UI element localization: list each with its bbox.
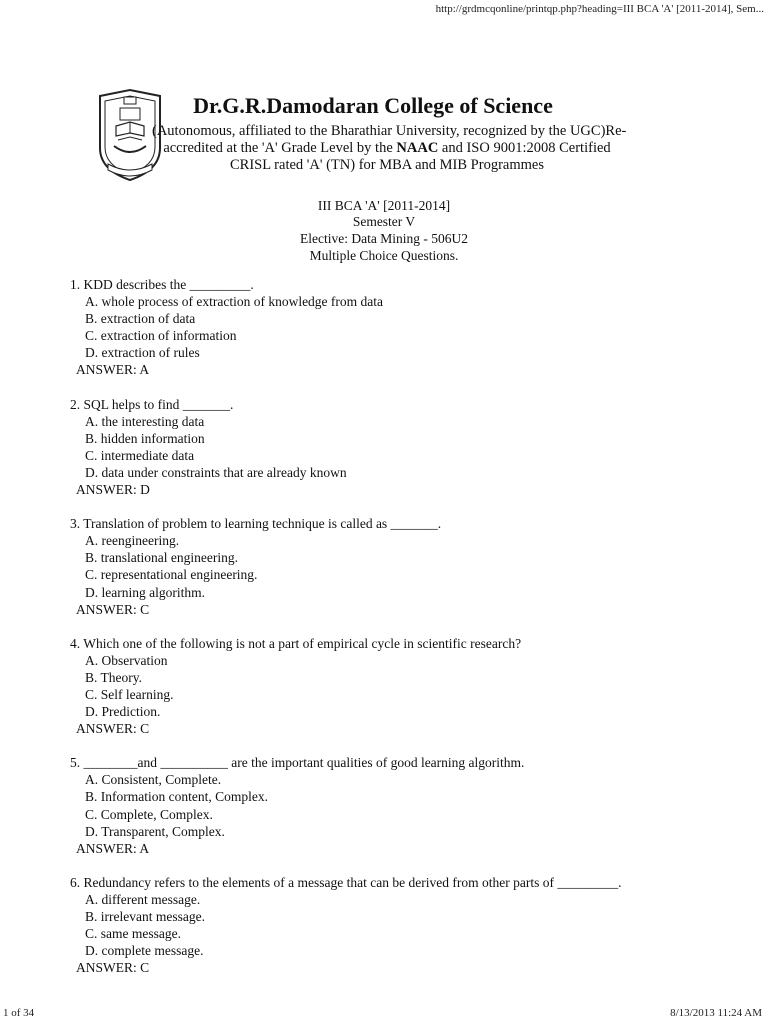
answer-option: B. Information content, Complex.: [85, 789, 268, 805]
answer-option: D. Prediction.: [85, 704, 161, 720]
correct-answer: ANSWER: C: [76, 601, 150, 617]
answer-option: D. extraction of rules: [85, 345, 200, 361]
answer-option: A. the interesting data: [85, 413, 205, 429]
exam-subject: Elective: Data Mining - 506U2: [300, 231, 468, 246]
exam-semester: Semester V: [352, 214, 416, 229]
correct-answer: ANSWER: D: [76, 482, 150, 498]
correct-answer: ANSWER: C: [76, 721, 150, 737]
question-list: [70, 276, 750, 993]
question-text: 2. SQL helps to find _______.: [70, 396, 234, 412]
correct-answer: ANSWER: C: [76, 960, 150, 976]
answer-option: D. Transparent, Complex.: [85, 823, 225, 839]
college-affiliation: (Autonomous, affiliated to the Bharathiar University, recognized by the UGC)Re-: [152, 123, 627, 139]
exam-type: Multiple Choice Questions.: [309, 248, 459, 263]
answer-option: C. intermediate data: [85, 447, 195, 463]
answer-option: B. hidden information: [85, 430, 205, 446]
question-item: [70, 874, 750, 977]
question-text: 3. Translation of problem to learning technique is called as _______.: [70, 516, 442, 532]
answer-option: A. Observation: [85, 652, 168, 668]
answer-option: A. Consistent, Complete.: [85, 772, 222, 788]
print-timestamp: 8/13/2013 11:24 AM: [670, 1007, 762, 1019]
question-text: 1. KDD describes the _________.: [70, 277, 254, 292]
correct-answer: ANSWER: A: [76, 362, 150, 378]
college-accreditation: accredited at the 'A' Grade Level by the NAAC and ISO 9001:2008 Certified: [163, 140, 611, 156]
answer-option: C. Self learning.: [85, 686, 174, 702]
page-url: http://grdmcqonline/printqp.php?heading=III BCA 'A' [2011-2014], Sem...: [435, 3, 764, 15]
college-rating: CRISL rated 'A' (TN) for MBA and MIB Programmes: [230, 157, 544, 173]
question-item: [70, 754, 750, 857]
question-item: [70, 276, 750, 379]
answer-option: C. Complete, Complex.: [85, 806, 213, 822]
answer-option: A. different message.: [85, 891, 201, 907]
correct-answer: ANSWER: A: [76, 840, 150, 856]
answer-option: B. translational engineering.: [85, 550, 238, 566]
question-text: 5. ________and __________ are the important qualities of good learning algorithm.: [70, 755, 525, 771]
answer-option: D. data under constraints that are already known: [85, 464, 347, 480]
page-info: 1 of 34: [3, 1007, 35, 1019]
answer-option: D. learning algorithm.: [85, 584, 205, 600]
question-item: [70, 515, 750, 618]
answer-option: C. extraction of information: [85, 328, 237, 344]
question-text: 6. Redundancy refers to the elements of a message that can be derived from other parts of _________.: [70, 874, 622, 890]
answer-option: C. representational engineering.: [85, 567, 258, 583]
answer-option: A. reengineering.: [85, 533, 180, 549]
college-name: Dr.G.R.Damodaran College of Science: [193, 93, 553, 118]
answer-option: B. extraction of data: [85, 311, 196, 327]
answer-option: B. irrelevant message.: [85, 909, 205, 924]
answer-option: B. Theory.: [85, 669, 142, 685]
question-item: [70, 396, 750, 499]
question-item: [70, 635, 750, 738]
question-text: 4. Which one of the following is not a part of empirical cycle in scientific research?: [70, 635, 522, 651]
answer-option: A. whole process of extraction of knowledge from data: [85, 294, 384, 310]
answer-option: D. complete message.: [85, 943, 204, 959]
exam-batch: III BCA 'A' [2011-2014]: [317, 198, 451, 213]
answer-option: C. same message.: [85, 926, 181, 942]
